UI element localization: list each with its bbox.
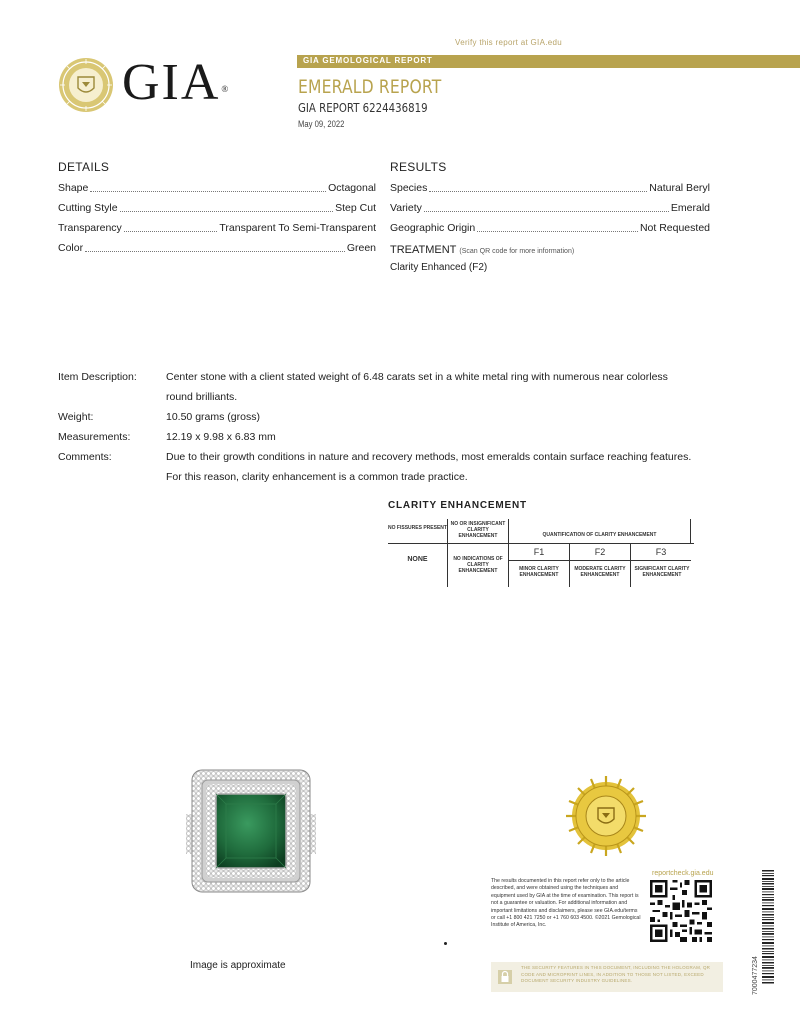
results-value: Not Requested xyxy=(639,222,710,234)
description-label: Comments: xyxy=(58,451,112,463)
results-label: Species xyxy=(390,182,428,194)
qr-code-icon[interactable] xyxy=(650,880,712,942)
details-label: Transparency xyxy=(58,222,122,234)
description-value: Center stone with a client stated weight of 6.48 carats set in a white metal ring with numerous near colorless round brilliants. xyxy=(166,371,668,403)
results-row xyxy=(390,198,710,218)
f3-grade: F3 xyxy=(655,547,667,557)
details-row xyxy=(58,218,376,238)
gold-hologram-seal-icon xyxy=(566,776,646,856)
report-type: EMERALD REPORT xyxy=(298,76,442,98)
description-label: Weight: xyxy=(58,411,94,423)
results-row xyxy=(390,178,710,198)
dot-mark xyxy=(444,942,447,945)
serial-number: 7000477234 xyxy=(752,956,759,995)
report-number: GIA REPORT 6224436819 xyxy=(298,101,428,115)
barcode-icon xyxy=(760,870,776,985)
description-row xyxy=(58,447,738,487)
no-indication-value: NO INDICATIONS OF CLARITY ENHANCEMENT xyxy=(453,556,503,574)
f2-description: MODERATE CLARITY ENHANCEMENT xyxy=(574,566,626,578)
clarity-title: CLARITY ENHANCEMENT xyxy=(388,500,527,511)
description-label: Item Description: xyxy=(58,371,137,383)
image-caption: Image is approximate xyxy=(190,960,286,971)
details-label: Color xyxy=(58,242,84,254)
description-row xyxy=(58,427,738,447)
results-label: Variety xyxy=(390,202,422,214)
results-value: Emerald xyxy=(670,202,710,214)
f3-description: SIGNIFICANT CLARITY ENHANCEMENT xyxy=(634,566,690,578)
report-header-bar xyxy=(297,55,800,68)
report-date: May 09, 2022 xyxy=(298,119,345,129)
treatment-value: Clarity Enhanced (F2) xyxy=(390,262,488,273)
details-row xyxy=(58,178,376,198)
details-value: Transparent To Semi-Transparent xyxy=(219,222,376,234)
item-description-section xyxy=(58,367,738,487)
results-title: RESULTS xyxy=(390,160,447,174)
details-value: Octagonal xyxy=(328,182,376,194)
description-value: Due to their growth conditions in nature and recovery methods, most emeralds contain surface reaching features. For this reason, clarity enhancement is a common trade practice. xyxy=(166,451,692,483)
description-label: Measurements: xyxy=(58,431,131,443)
verify-text: Verify this report at GIA.edu xyxy=(455,38,562,47)
disclaimer-text: The results documented in this report refer only to the article described, and were obtained using the techniques and equipment used by GIA at the time of examination. This report is not a guarantee or valuation. For additional information and important limitations and disclaimers, please see GIA.edu/terms or call +1 800 421 7250 or +1 760 603 4500. ©2021 Gemological Institute of America, Inc. xyxy=(491,878,641,929)
reportcheck-link[interactable]: reportcheck.gia.edu xyxy=(652,870,714,877)
treatment-note: (Scan QR code for more information) xyxy=(459,248,575,255)
results-row xyxy=(390,218,710,238)
security-strip xyxy=(491,962,723,992)
no-fissures-header: NO FISSURES PRESENT xyxy=(388,525,447,531)
results-value: Natural Beryl xyxy=(649,182,710,194)
description-row xyxy=(58,407,738,427)
f1-description: MINOR CLARITY ENHANCEMENT xyxy=(519,566,559,578)
gia-seal-logo-icon xyxy=(58,57,114,113)
details-row xyxy=(58,238,376,258)
f1-grade: F1 xyxy=(533,547,545,557)
report-header-label: GIA GEMOLOGICAL REPORT xyxy=(303,56,433,65)
lock-icon xyxy=(497,969,513,985)
details-label: Cutting Style xyxy=(58,202,118,214)
gia-logo-text: GIA® xyxy=(122,54,231,111)
results-label: Geographic Origin xyxy=(390,222,476,234)
f2-grade: F2 xyxy=(594,547,606,557)
description-value: 10.50 grams (gross) xyxy=(166,411,260,423)
description-row xyxy=(58,367,738,407)
details-title: DETAILS xyxy=(58,160,110,174)
details-label: Shape xyxy=(58,182,89,194)
description-value: 12.19 x 9.98 x 6.83 mm xyxy=(166,431,276,443)
results-section xyxy=(390,160,710,273)
details-value: Step Cut xyxy=(335,202,376,214)
none-value: NONE xyxy=(407,556,428,563)
insignificant-header: NO OR INSIGNIFICANT CLARITY ENHANCEMENT xyxy=(450,521,506,539)
treatment-title: TREATMENT (Scan QR code for more information) xyxy=(390,244,575,256)
quantification-header: QUANTIFICATION OF CLARITY ENHANCEMENT xyxy=(542,532,657,538)
details-value: Green xyxy=(346,242,376,254)
details-section xyxy=(58,160,376,258)
details-row xyxy=(58,198,376,218)
security-text: THE SECURITY FEATURES IN THIS DOCUMENT, INCLUDING THE HOLOGRAM, QR CODE AND MICROPRINT LINES, IN ADDITION TO THOSE NOT LISTED, EXCEED DOCUMENT SECURITY INDUSTRY GUIDELINES. xyxy=(521,965,711,983)
ring-image-icon xyxy=(186,766,316,896)
clarity-table xyxy=(388,519,694,587)
